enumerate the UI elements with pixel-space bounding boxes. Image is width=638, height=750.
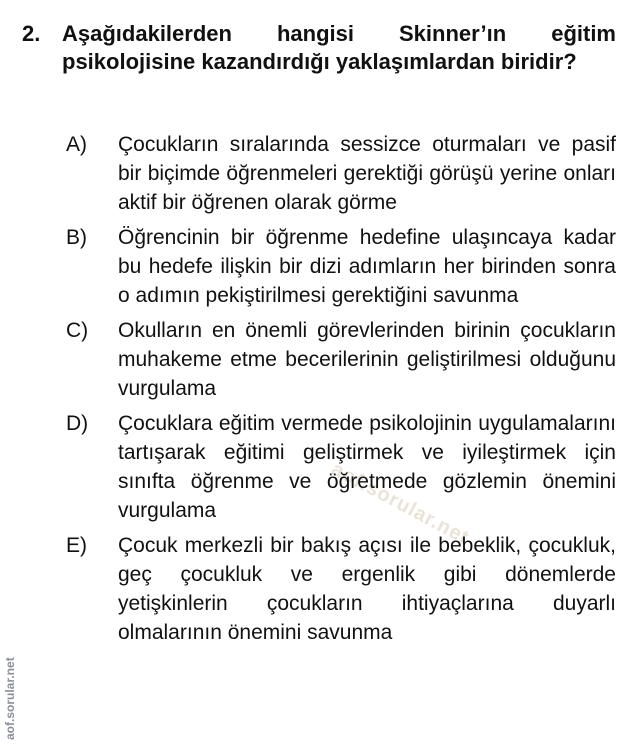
question-number: 2.: [22, 21, 41, 46]
option-a[interactable]: [64, 130, 616, 217]
option-e-text: Çocuk merkezli bir bakış açısı ile bebeklik, çocukluk, geç çocukluk ve ergenlik gibi dönemlerde yetişkinlerin çocukların ihtiyaçlarına duyarlı olmalarının önemini savunma: [118, 534, 616, 644]
option-b[interactable]: [64, 223, 616, 310]
option-e-letter: E): [66, 534, 87, 557]
option-b-text: Öğrencinin bir öğrenme hedefine ulaşıncaya kadar bu hedefe ilişkin bir dizi adımların her birinden sonra o adımın pekiştirilmesi gerektiğini savunma: [118, 226, 616, 307]
side-watermark: aof.sorular.net: [3, 657, 17, 740]
option-e[interactable]: [64, 531, 616, 647]
option-d-text: Çocuklara eğitim vermede psikolojinin uygulamalarını tartışarak eğitimi geliştirmek ve iyileştirmek için sınıfta öğrenme ve öğretmede gözlemin önemini vurgulama: [118, 412, 616, 522]
option-c-letter: C): [66, 319, 89, 342]
option-c[interactable]: [64, 316, 616, 403]
option-d-letter: D): [66, 412, 89, 435]
option-a-text: Çocukların sıralarında sessizce oturmaları ve pasif bir biçimde öğrenmeleri gerektiği görüşü yerine onları aktif bir öğrenen olarak görme: [118, 133, 616, 214]
option-c-text: Okulların en önemli görevlerinden birinin çocukların muhakeme etme becerilerinin geliştirilmesi olduğunu vurgulama: [118, 319, 616, 400]
options-list: [64, 130, 616, 653]
option-d[interactable]: [64, 409, 616, 525]
question-block: [22, 20, 616, 76]
option-b-letter: B): [66, 226, 87, 249]
option-a-letter: A): [66, 133, 87, 156]
watermark-text: aof.sorular.net: [327, 458, 473, 550]
question-text: Aşağıdakilerden hangisi Skinner’ın eğitim psikolojisine kazandırdığı yaklaşımlardan biridir?: [62, 21, 616, 74]
